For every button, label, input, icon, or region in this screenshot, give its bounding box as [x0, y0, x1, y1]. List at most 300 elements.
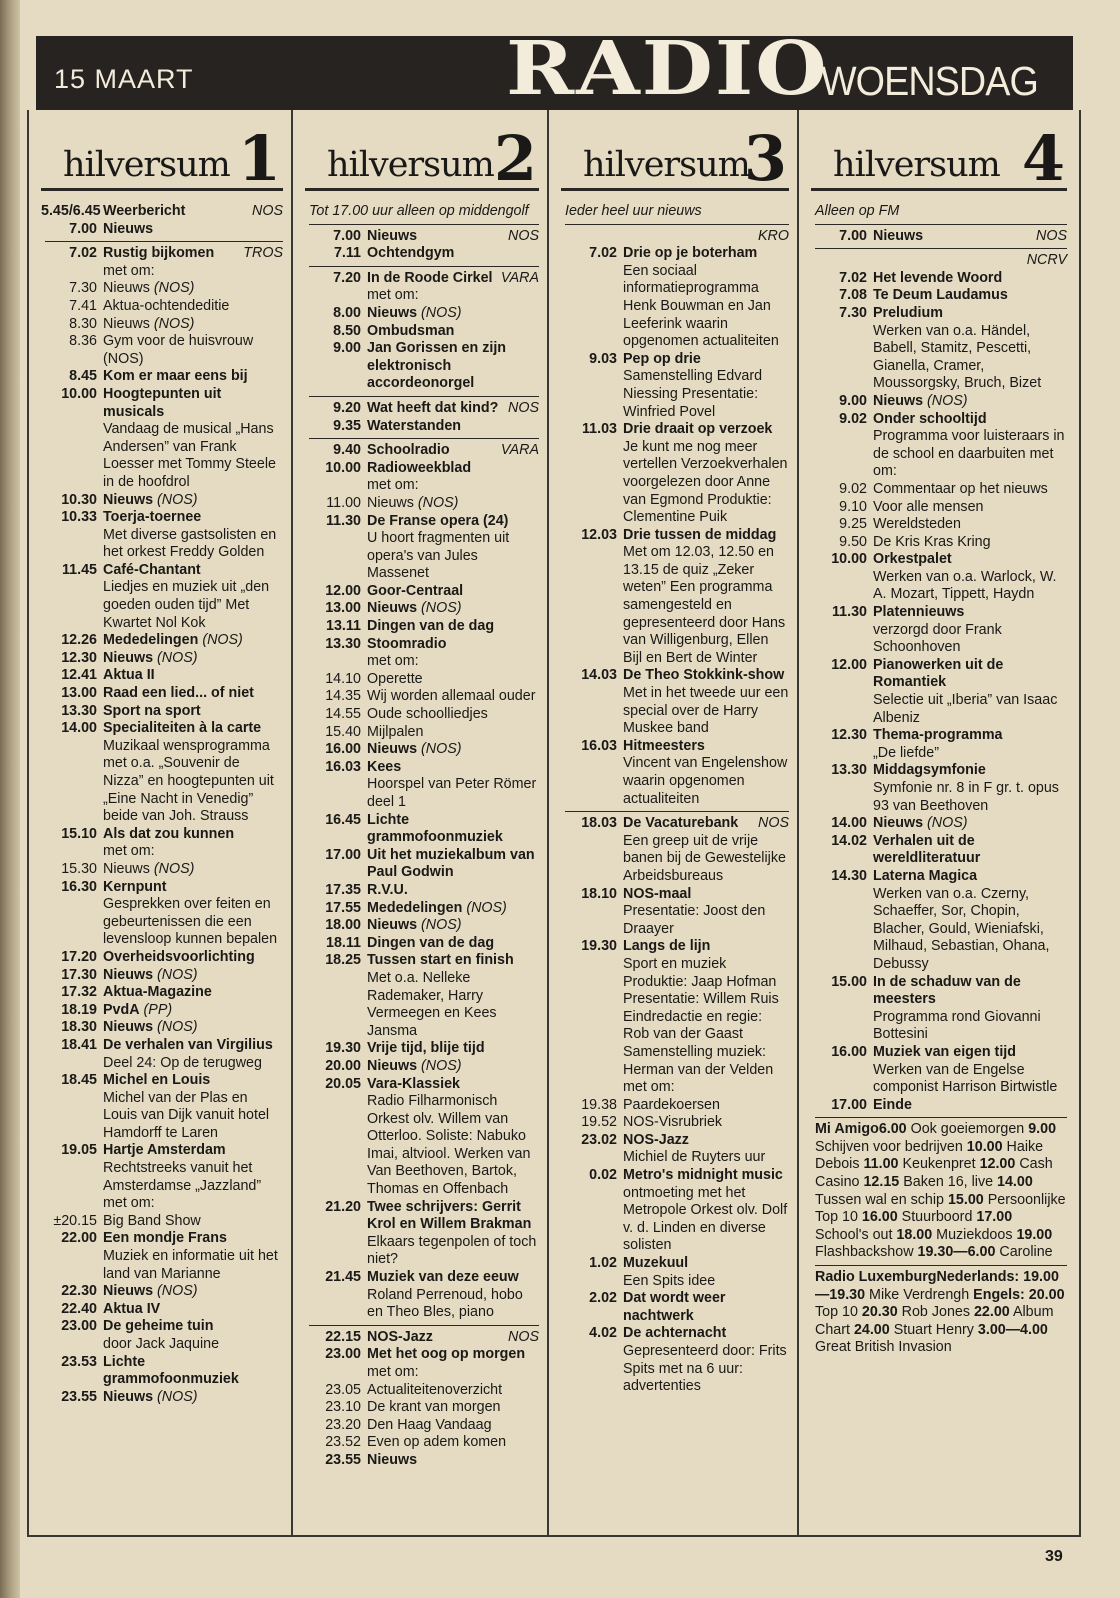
program-description: Een Spits idee	[623, 1272, 716, 1289]
program-title: Thema-programma	[873, 727, 1003, 744]
program-title: Nieuws	[367, 494, 414, 511]
program-title: Jan Gorissen en zijn elektronisch accordeonorgel	[367, 340, 507, 392]
program-entry	[41, 1301, 283, 1319]
page-banner	[36, 25, 1073, 113]
program-entry	[41, 984, 283, 1002]
program-time: 18.11	[326, 934, 361, 951]
program-time: 7.20	[333, 269, 361, 286]
divider	[815, 1117, 1067, 1118]
program-time: 23.20	[325, 1416, 361, 1433]
program-title: Waterstanden	[367, 417, 462, 434]
program-entry	[305, 1329, 539, 1347]
program-title: Verhalen uit de wereldliteratuur	[873, 832, 981, 867]
program-entry	[305, 812, 539, 847]
program-body	[623, 1097, 789, 1115]
program-entry	[305, 460, 539, 495]
program-time: 14.00	[61, 720, 97, 737]
program-time: 9.50	[839, 533, 867, 550]
program-body	[623, 886, 789, 939]
program-time: 18.00	[325, 917, 361, 934]
program-body	[873, 287, 1067, 305]
program-entry	[561, 351, 789, 421]
box-bold-text: 3.00—4.00	[977, 1321, 1048, 1338]
broadcaster-note: (NOS)	[421, 917, 462, 934]
program-time: 23.52	[325, 1434, 361, 1451]
box-text: Album Chart	[815, 1304, 1054, 1338]
program-description: Muziek en informatie uit het land van Marianne	[103, 1248, 278, 1282]
program-title: Rustig bijkomen	[103, 245, 215, 262]
program-body	[103, 1354, 283, 1389]
program-time: 15.00	[831, 973, 867, 990]
program-time: 23.05	[325, 1381, 361, 1398]
program-body	[103, 1037, 283, 1072]
program-time: 9.02	[839, 410, 867, 427]
program-entry	[41, 316, 283, 334]
program-body	[873, 657, 1067, 727]
program-entry	[561, 738, 789, 808]
program-body	[103, 1318, 283, 1353]
program-entry	[41, 221, 283, 239]
broadcaster-note: (NOS)	[157, 1019, 198, 1036]
program-time: 15.30	[61, 860, 97, 877]
program-title: Nieuws	[367, 227, 418, 244]
broadcaster-note: (NOS)	[417, 494, 459, 511]
program-title: Uit het muziekalbum van Paul Godwin	[367, 846, 535, 881]
divider	[45, 241, 283, 242]
station-word: hilversum	[327, 145, 494, 185]
program-entry	[561, 886, 789, 939]
program-body	[103, 984, 283, 1002]
program-title: De geheime tuin	[103, 1318, 214, 1335]
program-body	[623, 1255, 789, 1290]
program-body	[367, 418, 539, 436]
program-title: Twee schrijvers: Gerrit Krol en Willem Brakman	[367, 1198, 532, 1233]
program-title: De Vacaturebank	[623, 815, 739, 832]
program-body	[103, 1002, 283, 1020]
program-entry	[41, 386, 283, 492]
program-title: Nieuws	[103, 491, 154, 508]
program-title: R.V.U.	[367, 881, 408, 898]
program-time: 8.30	[69, 315, 97, 332]
box-text: Flashbackshow	[815, 1244, 918, 1261]
program-entry	[41, 1389, 283, 1407]
program-body	[623, 1114, 789, 1132]
program-time: 7.08	[839, 287, 867, 304]
program-body	[367, 1040, 539, 1058]
banner-title: RADIO	[506, 25, 829, 113]
program-time: 10.33	[61, 509, 97, 526]
program-time: 10.30	[61, 491, 97, 508]
program-time: 14.02	[831, 832, 867, 849]
program-title: Weerbericht	[103, 203, 186, 219]
spacer	[561, 228, 623, 246]
box-bold-text: 11.00	[863, 1156, 899, 1173]
program-entry	[305, 759, 539, 812]
program-body	[873, 604, 1067, 657]
program-entry	[811, 604, 1067, 657]
program-time: 12.26	[61, 632, 97, 649]
program-title: Toerja-toernee	[103, 509, 202, 526]
program-title: Even op adem komen	[367, 1434, 507, 1451]
program-body	[103, 1283, 283, 1301]
divider	[309, 224, 539, 225]
program-title: Aktua II	[103, 667, 155, 684]
broadcaster-tag: VARA	[500, 269, 539, 286]
program-body	[623, 351, 789, 421]
divider	[309, 1325, 539, 1326]
program-description: Met o.a. Nelleke Rademaker, Harry Vermeegen en Kees Jansma	[367, 969, 497, 1039]
program-body	[103, 368, 283, 386]
program-entry	[41, 1019, 283, 1037]
program-time: 14.35	[325, 688, 361, 705]
program-entry	[305, 270, 539, 305]
program-entry	[305, 917, 539, 935]
program-title: De Kris Kras Kring	[873, 533, 991, 550]
program-title: Lichte grammofoonmuziek	[103, 1353, 239, 1388]
program-description: met om:	[367, 653, 419, 670]
broadcaster-tag: NOS	[758, 815, 789, 832]
program-body	[873, 305, 1067, 393]
program-title: De Franse opera (24)	[367, 512, 509, 529]
program-body	[623, 738, 789, 808]
program-body	[367, 917, 539, 935]
program-title: Mijlpalen	[367, 723, 424, 740]
program-title: Ombudsman	[367, 322, 455, 339]
program-title: De Theo Stokkink-show	[623, 667, 785, 684]
column-note: Alleen op FM	[815, 203, 900, 219]
divider	[815, 248, 1067, 249]
box-text: Stuart Henry	[889, 1321, 978, 1338]
program-entry	[561, 527, 789, 668]
program-entry	[561, 1114, 789, 1132]
box-bold-text: 19.00	[1016, 1226, 1053, 1243]
program-entry	[305, 600, 539, 618]
column-hilversum-4	[797, 110, 1075, 1535]
program-time: 12.00	[325, 582, 361, 599]
spacer	[811, 252, 873, 270]
program-time: 19.05	[61, 1142, 97, 1159]
program-title: Hartje Amsterdam	[103, 1142, 226, 1159]
program-title: Muzekuul	[623, 1255, 689, 1272]
program-title: Gym voor de huisvrouw	[103, 333, 254, 350]
program-title: Lichte grammofoonmuziek	[367, 811, 503, 846]
program-time: 7.02	[589, 245, 617, 262]
program-body	[367, 812, 539, 847]
program-body	[367, 900, 539, 918]
program-body	[103, 703, 283, 721]
program-body	[103, 562, 283, 632]
program-description: Met diverse gastsolisten en het orkest Freddy Golden	[103, 526, 277, 561]
program-entry	[305, 1452, 539, 1470]
program-title: Oude schoolliedjes	[367, 706, 488, 723]
program-description: Samenstelling Edvard Niessing Presentatie: Winfried Povel	[623, 368, 763, 420]
program-entry	[811, 815, 1067, 833]
program-entry	[41, 509, 283, 562]
program-title: Nieuws	[103, 966, 154, 983]
program-time: 14.03	[581, 667, 617, 684]
program-title: NOS-Jazz	[623, 1131, 689, 1148]
banner-date: 15 MAART	[54, 64, 194, 94]
program-body	[103, 298, 283, 316]
program-title: Pianowerken uit de Romantiek	[873, 656, 1004, 691]
program-body	[103, 492, 283, 510]
program-entry	[811, 393, 1067, 411]
broadcaster-note: (NOS)	[157, 649, 198, 666]
program-body	[367, 1329, 539, 1347]
program-title: Den Haag Vandaag	[367, 1416, 492, 1433]
box-bold-text: 17.00	[976, 1209, 1013, 1226]
program-body	[873, 974, 1067, 1044]
program-body	[367, 706, 539, 724]
program-time: 7.00	[69, 220, 97, 237]
program-body	[367, 1399, 539, 1417]
program-entry	[41, 245, 283, 280]
program-entry	[305, 1058, 539, 1076]
program-title: Met het oog op morgen	[367, 1346, 526, 1363]
broadcaster-note: (NOS)	[157, 1283, 198, 1300]
program-entry	[561, 1290, 789, 1325]
program-time: 18.10	[581, 885, 617, 902]
program-time: 14.00	[831, 815, 867, 832]
program-entry	[41, 967, 283, 985]
broadcaster-note: (NOS)	[202, 632, 243, 649]
box-text: Top 10	[815, 1304, 862, 1321]
program-entry	[811, 228, 1067, 246]
program-body	[873, 551, 1067, 604]
program-body	[367, 1058, 539, 1076]
program-time: 5.45/6.45	[41, 203, 101, 219]
program-entry	[305, 935, 539, 953]
program-time: 9.20	[333, 399, 361, 416]
program-body	[103, 632, 283, 650]
program-title: Tussen start en finish	[367, 952, 514, 969]
broadcaster-note: (NOS)	[466, 899, 507, 916]
program-entry	[811, 868, 1067, 974]
divider	[309, 396, 539, 397]
program-title: Platennieuws	[873, 604, 965, 621]
program-body	[367, 245, 539, 263]
program-title: Dat wordt weer nachtwerk	[623, 1290, 726, 1324]
program-body	[103, 1019, 283, 1037]
program-description: Presentatie: Joost den Draayer	[623, 903, 766, 937]
program-title: Laterna Magica	[873, 867, 978, 884]
program-title: Preludium	[873, 304, 943, 321]
broadcaster-note: (NOS)	[157, 491, 198, 508]
program-entry	[305, 1076, 539, 1199]
program-entry	[41, 703, 283, 721]
program-title: Hoogtepunten uit musicals	[103, 385, 222, 420]
program-time: 7.02	[69, 245, 97, 262]
divider	[815, 224, 1067, 225]
broadcaster-note: (NOS)	[153, 280, 195, 297]
broadcaster-tag: NCRV	[1026, 252, 1067, 269]
program-time: 13.30	[831, 762, 867, 779]
program-title: Radioweekblad	[367, 459, 472, 476]
program-entry	[305, 323, 539, 341]
station-word: hilversum	[583, 145, 750, 185]
program-body	[103, 720, 283, 826]
program-time: 7.30	[839, 304, 867, 321]
box-bold-text: 22.00	[973, 1304, 1010, 1321]
program-description: Met in het tweede uur een special over de Harry Muskee band	[623, 685, 789, 737]
program-description: Programma rond Giovanni Bottesini	[873, 1008, 1041, 1043]
column-hilversum-3	[547, 110, 797, 1535]
program-description: Programma voor luisteraars in de school en daarbuiten met om:	[873, 428, 1065, 480]
column-note: Tot 17.00 uur alleen op middengolf	[309, 203, 529, 219]
program-title: Vara-Klassiek	[367, 1075, 460, 1092]
box-bold-text: Radio Luxemburg	[815, 1269, 937, 1286]
program-title: Nieuws	[367, 741, 418, 758]
program-title: Kom er maar eens bij	[103, 368, 248, 385]
program-title: Big Band Show	[103, 1212, 201, 1229]
program-title: Mededelingen	[367, 899, 463, 916]
program-entry	[811, 516, 1067, 534]
program-body	[103, 879, 283, 949]
program-body	[623, 1167, 789, 1255]
program-description: Muzikaal wensprogramma met o.a. „Souvenir de Nizza” en hoogtepunten uit „Eine Nacht in Venedig” beide van Joh. Strauss	[103, 737, 274, 825]
program-description: Een sociaal informatieprogramma Henk Bouwman en Jan Leeferink waarin opgenomen actualiteiten	[623, 262, 779, 350]
box-bold-text: 14.00	[997, 1174, 1033, 1191]
program-body	[873, 481, 1067, 499]
program-time: 20.00	[325, 1057, 361, 1074]
program-time: 11.45	[62, 561, 97, 578]
program-list	[561, 203, 789, 1396]
program-entry	[41, 1037, 283, 1072]
program-time: 9.00	[333, 340, 361, 357]
broadcaster-note: (NOS)	[153, 315, 195, 332]
program-entry	[561, 245, 789, 351]
box-bold-text: Mi Amigo	[815, 1121, 879, 1138]
station-number: 1	[237, 122, 281, 195]
program-title: In de Roode Cirkel	[367, 269, 493, 286]
program-body	[367, 1346, 539, 1381]
program-title: Goor-Centraal	[367, 582, 464, 599]
program-title: Nieuws	[367, 304, 418, 321]
program-title: Nieuws	[103, 220, 154, 237]
program-body	[367, 340, 539, 393]
program-entry	[561, 1167, 789, 1255]
program-time: 23.55	[61, 1388, 97, 1405]
box-text: Great British Invasion	[815, 1339, 952, 1356]
program-entry	[305, 340, 539, 393]
program-body	[873, 516, 1067, 534]
program-body	[103, 650, 283, 668]
program-time: 22.15	[325, 1328, 361, 1345]
program-time: 11.00	[326, 494, 361, 511]
program-body	[103, 386, 283, 492]
program-body	[367, 636, 539, 671]
program-time: 23.55	[325, 1451, 361, 1468]
program-entry	[41, 203, 283, 221]
program-title: Overheidsvoorlichting	[103, 948, 255, 965]
program-entry	[41, 1002, 283, 1020]
program-entry	[305, 1199, 539, 1269]
program-body	[103, 333, 283, 368]
program-body	[367, 1434, 539, 1452]
program-entry	[41, 333, 283, 368]
program-entry	[811, 1097, 1067, 1115]
program-entry	[41, 1072, 283, 1142]
program-body	[103, 1389, 283, 1407]
program-time: 18.45	[61, 1072, 97, 1089]
program-description: Radio Filharmonisch Orkest olv. Willem van Otterloo. Soliste: Nabuko Imai, altviool. Werken van Van Beethoven, Bartok, Thomas en Offenbach	[367, 1093, 531, 1198]
program-description: met om:	[367, 287, 419, 304]
program-time: 23.00	[61, 1318, 97, 1335]
program-time: 8.45	[69, 368, 97, 385]
program-time: 8.00	[333, 304, 361, 321]
program-title: Kernpunt	[103, 878, 167, 895]
program-entry	[305, 1399, 539, 1417]
page-spine-shadow	[0, 0, 20, 1598]
program-time: 9.00	[839, 392, 867, 409]
program-body	[367, 323, 539, 341]
program-title: Wat heeft dat kind?	[367, 399, 499, 416]
program-title: De verhalen van Virgilius	[103, 1036, 273, 1053]
broadcaster-note: (NOS)	[421, 304, 462, 321]
program-entry	[811, 833, 1067, 868]
broadcaster-tag: NOS	[508, 399, 539, 416]
program-body	[367, 1417, 539, 1435]
program-title: Drie op je boterham	[623, 245, 758, 262]
program-time: 9.02	[839, 480, 867, 497]
program-time: 7.30	[69, 280, 97, 297]
box-bold-text: 19.30—6.00	[917, 1244, 996, 1261]
program-time: 16.00	[325, 741, 361, 758]
program-description: Michiel de Ruyters uur	[623, 1149, 766, 1166]
program-description: Hoorspel van Peter Römer deel 1	[367, 776, 537, 810]
program-time: 13.30	[61, 702, 97, 719]
program-description: „De liefde”	[873, 744, 939, 761]
program-title: Een mondje Frans	[103, 1230, 227, 1247]
program-entry	[305, 1040, 539, 1058]
column-header	[305, 110, 539, 195]
program-body	[367, 847, 539, 882]
program-title: Dingen van de dag	[367, 934, 495, 951]
program-title: Specialiteiten à la carte	[103, 720, 262, 737]
program-body	[103, 221, 283, 239]
program-time: 11.30	[326, 512, 361, 529]
program-time: 16.03	[325, 758, 361, 775]
box-bold-text: 12.00	[979, 1156, 1016, 1173]
program-entry	[305, 442, 539, 460]
program-title: Wereldsteden	[873, 516, 961, 533]
program-body	[367, 460, 539, 495]
program-time: 19.38	[581, 1096, 617, 1113]
program-entry	[811, 1044, 1067, 1097]
program-title: Nieuws	[103, 1388, 154, 1405]
box-bold-text: 10.00	[966, 1138, 1003, 1155]
program-description: Selectie uit „Iberia” van Isaac Albeniz	[873, 692, 1058, 726]
program-time: 20.05	[325, 1075, 361, 1092]
program-time: 22.30	[61, 1283, 97, 1300]
program-entry	[811, 974, 1067, 1044]
program-time: 18.25	[325, 952, 361, 969]
program-title: Nieuws	[873, 392, 924, 409]
program-entry	[41, 720, 283, 826]
program-entry	[41, 1354, 283, 1389]
program-title: Pep op drie	[623, 350, 701, 367]
program-time: 22.00	[61, 1230, 97, 1247]
program-title: Aktua-ochtendeditie	[103, 297, 230, 314]
program-time: 23.02	[581, 1131, 617, 1148]
program-title: De krant van morgen	[367, 1399, 501, 1416]
program-body	[367, 270, 539, 305]
program-description: (NOS)	[103, 350, 144, 367]
program-time: 16.30	[61, 878, 97, 895]
box-text: Muziekdoos	[932, 1226, 1017, 1243]
program-list	[305, 203, 539, 1470]
program-body	[873, 534, 1067, 552]
